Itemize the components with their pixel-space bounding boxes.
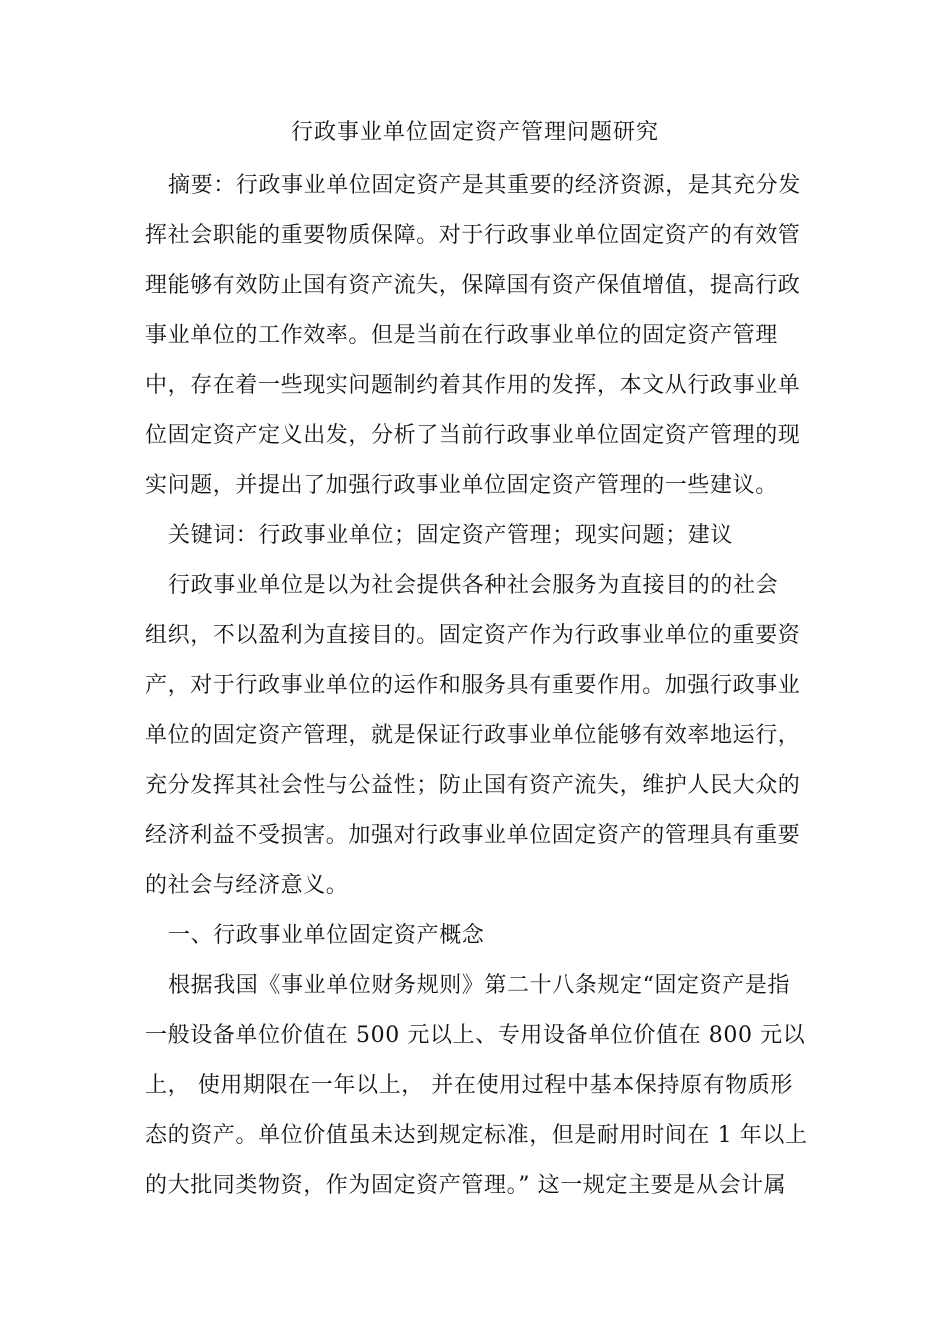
abstract-line: 中，存在着一些现实问题制约着其作用的发挥，本文从行政事业单: [145, 373, 801, 398]
body-paragraph-line: 行政事业单位是以为社会提供各种社会服务为直接目的的社会: [168, 573, 779, 598]
abstract-line: 理能够有效防止国有资产流失，保障国有资产保值增值，提高行政: [145, 273, 801, 298]
body-paragraph-line: 的大批同类物资，作为固定资产管理。” 这一规定主要是从会计属: [145, 1173, 787, 1198]
body-paragraph-line: 上， 使用期限在一年以上， 并在使用过程中基本保持原有物质形: [145, 1073, 793, 1098]
body-paragraph-line: 根据我国《事业单位财务规则》第二十八条规定“固定资产是指: [168, 973, 791, 998]
body-paragraph-line: 一般设备单位价值在 500 元以上、专用设备单位价值在 800 元以: [145, 1023, 806, 1048]
keywords-line: 关键词：行政事业单位；固定资产管理；现实问题；建议: [168, 523, 734, 548]
abstract-line: 事业单位的工作效率。但是当前在行政事业单位的固定资产管理: [145, 323, 778, 348]
body-paragraph-line: 产，对于行政事业单位的运作和服务具有重要作用。加强行政事业: [145, 673, 801, 698]
body-paragraph-line: 态的资产。单位价值虽未达到规定标准，但是耐用时间在 1 年以上: [145, 1123, 808, 1148]
document-title: 行政事业单位固定资产管理问题研究: [290, 120, 659, 145]
abstract-line: 摘要：行政事业单位固定资产是其重要的经济资源，是其充分发: [168, 173, 801, 198]
abstract-line: 实问题，并提出了加强行政事业单位固定资产管理的一些建议。: [145, 473, 778, 498]
abstract-line: 挥社会职能的重要物质保障。对于行政事业单位固定资产的有效管: [145, 223, 801, 248]
body-paragraph-line: 组织，不以盈利为直接目的。固定资产作为行政事业单位的重要资: [145, 623, 801, 648]
section-heading: 一、行政事业单位固定资产概念: [168, 923, 485, 948]
abstract-line: 位固定资产定义出发，分析了当前行政事业单位固定资产管理的现: [145, 423, 801, 448]
body-paragraph-line: 的社会与经济意义。: [145, 873, 349, 898]
body-paragraph-line: 充分发挥其社会性与公益性；防止国有资产流失，维护人民大众的: [145, 773, 801, 798]
body-paragraph-line: 经济利益不受损害。加强对行政事业单位固定资产的管理具有重要: [145, 823, 801, 848]
body-paragraph-line: 单位的固定资产管理，就是保证行政事业单位能够有效率地运行，: [145, 723, 801, 748]
